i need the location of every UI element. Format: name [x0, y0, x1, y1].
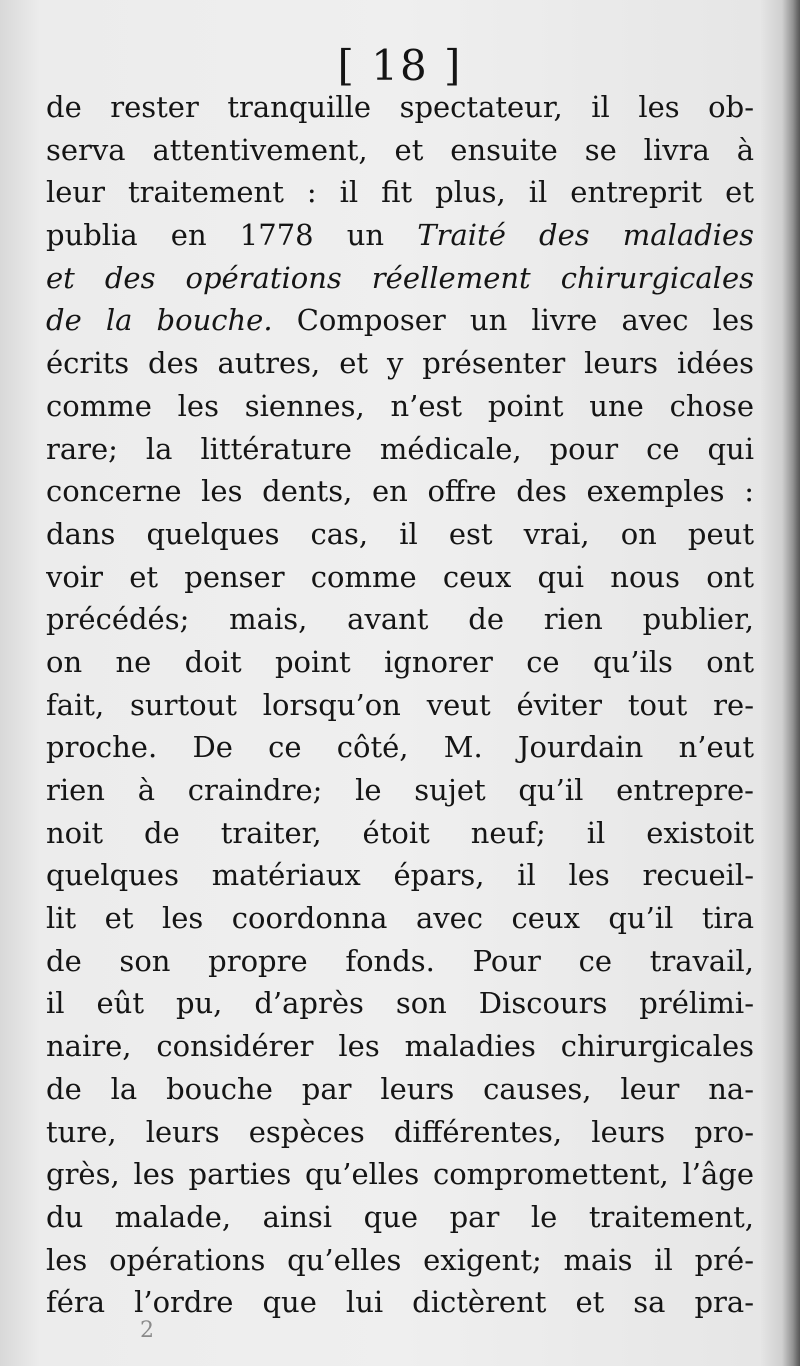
text-segment: proche. De ce côté, M. Jourdain n’eut: [46, 730, 754, 765]
text-line: [46, 940, 754, 983]
text-segment: on ne doit point ignorer ce qu’ils ont: [46, 644, 754, 679]
text-line: [46, 556, 754, 599]
text-line: [46, 1068, 754, 1111]
text-line: [46, 1239, 754, 1282]
text-segment: écrits des autres, et y présenter leurs idées: [46, 346, 754, 381]
body-text: [46, 86, 754, 1324]
italic-title-text: Traité des maladies: [417, 218, 754, 253]
text-segment: comme les siennes, n’est point une chose: [46, 388, 754, 423]
text-line: [46, 726, 754, 769]
text-segment: féra l’ordre que lui dictèrent et sa pra-: [46, 1285, 754, 1320]
text-line: [46, 1111, 754, 1154]
text-line: [46, 897, 754, 940]
text-line: [46, 812, 754, 855]
text-segment: rare; la littérature médicale, pour ce qui: [46, 431, 754, 466]
text-line: [46, 513, 754, 556]
text-line: [46, 982, 754, 1025]
text-segment: leur traitement : il fit plus, il entreprit et: [46, 175, 754, 210]
text-line: [46, 1025, 754, 1068]
text-line: [46, 86, 754, 129]
text-line: [46, 129, 754, 172]
text-line: [46, 1196, 754, 1239]
text-line: [46, 769, 754, 812]
text-segment: lit et les coordonna avec ceux qu’il tira: [46, 901, 754, 936]
text-line: [46, 299, 754, 342]
text-line: [46, 385, 754, 428]
text-line: [46, 598, 754, 641]
bottom-mark: 2: [140, 1318, 154, 1343]
text-line: [46, 470, 754, 513]
text-segment: de la bouche par leurs causes, leur na-: [46, 1071, 754, 1106]
text-line: [46, 684, 754, 727]
text-segment: quelques matériaux épars, il les recueil-: [46, 858, 754, 893]
text-segment: grès, les parties qu’elles compromettent, l’âge: [46, 1157, 754, 1192]
text-segment: Composer un livre avec les: [272, 303, 754, 338]
text-segment: fait, surtout lorsqu’on veut éviter tout re-: [46, 687, 754, 722]
text-segment: de rester tranquille spectateur, il les ob-: [46, 90, 754, 124]
text-line: [46, 171, 754, 214]
text-line: [46, 257, 754, 300]
text-segment: rien à craindre; le sujet qu’il entrepre-: [46, 773, 754, 807]
italic-title-text: et des opérations réellement chirurgicales: [46, 260, 754, 295]
italic-title-text: de la bouche.: [46, 303, 273, 338]
text-line: [46, 854, 754, 897]
text-segment: précédés; mais, avant de rien publier,: [46, 602, 754, 637]
text-line: [46, 1153, 754, 1196]
binding-shadow: [782, 0, 800, 1366]
text-line: [46, 641, 754, 684]
text-segment: naire, considérer les maladies chirurgicales: [46, 1029, 754, 1064]
text-segment: voir et penser comme ceux qui nous ont: [46, 559, 754, 594]
text-segment: ture, leurs espèces différentes, leurs pro-: [46, 1114, 754, 1149]
text-segment: concerne les dents, en offre des exemples :: [46, 474, 754, 509]
text-segment: dans quelques cas, il est vrai, on peut: [46, 516, 754, 551]
text-line: [46, 214, 754, 257]
text-line: [46, 342, 754, 385]
text-segment: publia en 1778 un: [46, 218, 418, 253]
text-segment: serva attentivement, et ensuite se livra à: [46, 132, 754, 167]
text-segment: il eût pu, d’après son Discours prélimi-: [46, 986, 754, 1021]
text-line: [46, 428, 754, 471]
text-segment: du malade, ainsi que par le traitement,: [46, 1199, 754, 1234]
text-segment: noit de traiter, étoit neuf; il existoit: [46, 815, 754, 850]
text-segment: les opérations qu’elles exigent; mais il pré-: [46, 1242, 754, 1277]
text-segment: de son propre fonds. Pour ce travail,: [46, 943, 754, 978]
page-number: [ 18 ]: [337, 41, 463, 90]
